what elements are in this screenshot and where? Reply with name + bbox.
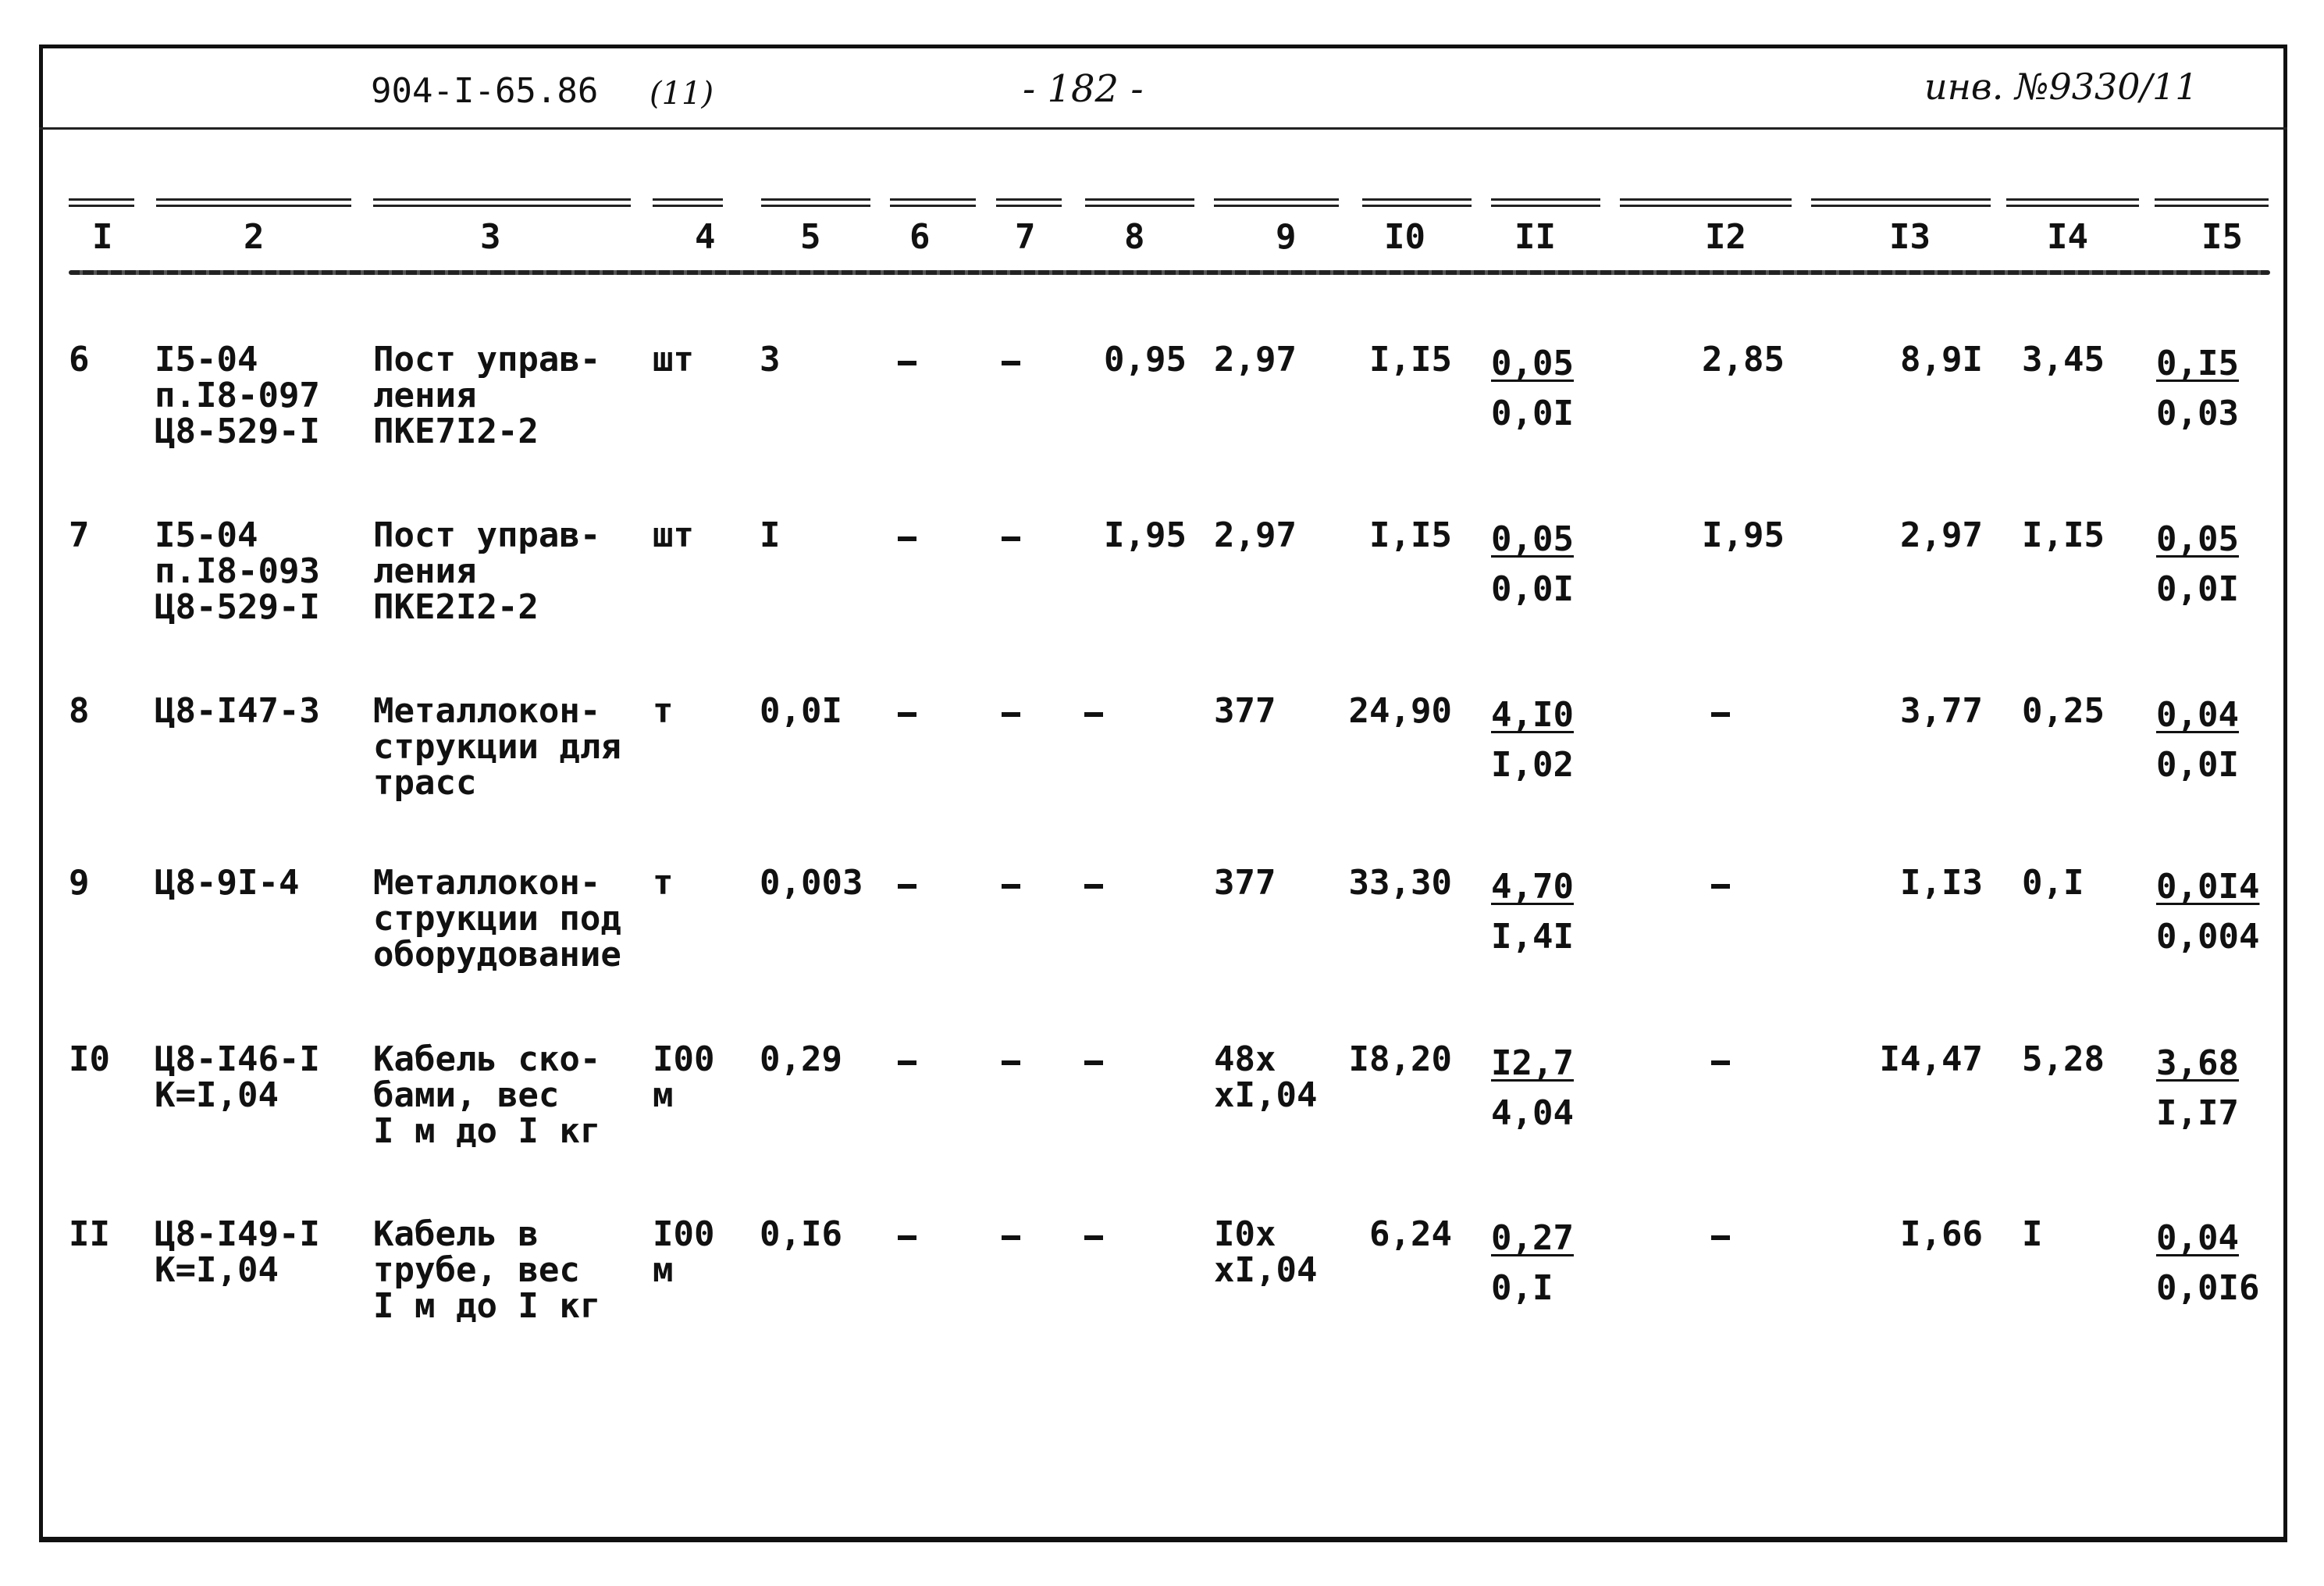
fraction-numerator: 0,05 [1491,344,1574,383]
cell-c10: 24,90 [1348,691,1452,731]
fraction-numerator: 0,27 [1491,1218,1574,1258]
column-rule [1491,198,1600,207]
fraction-denominator: I,02 [1491,745,1574,785]
fraction-denominator: 0,004 [2156,917,2260,957]
cell-num: 7 [69,515,90,555]
dash-c7 [1002,1060,1020,1065]
column-rule [1620,198,1792,207]
page-number: - 182 - [1023,67,1144,111]
column-rule [2155,198,2269,207]
fraction-c11 [1491,695,1574,785]
cell-c9: 48х хI,04 [1214,1039,1318,1115]
fraction-numerator: 0,05 [1491,519,1574,559]
column-rule [1085,198,1194,207]
dash-c6 [898,536,916,541]
cell-qty: 3 [760,340,781,380]
cell-name: Пост управ- ления ПКЕ2I2-2 [373,515,601,627]
column-number: I2 [1705,217,1746,257]
cell-c13: I,66 [1900,1214,1983,1254]
dash-c6 [898,1060,916,1065]
fraction-denominator: 0,I [1491,1268,1553,1308]
cell-qty: 0,29 [760,1039,842,1079]
column-rule [2006,198,2139,207]
column-rule [1811,198,1991,207]
cell-c14: 3,45 [2022,340,2105,380]
inventory-number: инв. №9330/11 [1924,66,2198,108]
column-number: 6 [909,217,931,257]
fraction-denominator: 0,0I [2156,745,2239,785]
cell-c12: I,95 [1702,515,1785,555]
fraction-c11 [1491,1043,1574,1133]
cell-qty: 0,0I [760,691,842,731]
cell-qty: I [760,515,781,555]
cell-c14: I,I5 [2022,515,2105,555]
fraction-denominator: 0,0I [2156,569,2239,609]
cell-num: I0 [69,1039,110,1079]
cell-qty: 0,I6 [760,1214,842,1254]
fraction-c11 [1491,867,1574,957]
dash-c12 [1711,884,1730,889]
dash-c6 [898,361,916,365]
column-number: I3 [1889,217,1931,257]
cell-unit: т [653,863,674,903]
cell-code: Ц8-I49-I К=I,04 [155,1214,320,1290]
cell-c14: 5,28 [2022,1039,2105,1079]
fraction-numerator: 3,68 [2156,1043,2239,1083]
fraction-numerator: I2,7 [1491,1043,1574,1083]
column-number: 7 [1015,217,1036,257]
sheet-number: (11) [650,76,714,112]
column-number: II [1514,217,1556,257]
cell-name: Металлокон- струкции под оборудование [373,863,621,975]
fraction-numerator: 0,I5 [2156,344,2239,383]
cell-num: 9 [69,863,90,903]
dash-c7 [1002,712,1020,717]
column-rule [156,198,351,207]
cell-c13: 8,9I [1900,340,1983,380]
fraction-denominator: I,I7 [2156,1093,2239,1133]
column-header-underline [69,270,2270,275]
column-rule [653,198,723,207]
cell-c13: 2,97 [1900,515,1983,555]
cell-c8: 0,95 [1104,340,1187,380]
column-number: I0 [1384,217,1425,257]
cell-num: II [69,1214,110,1254]
fraction-c15 [2156,344,2239,433]
dash-c8 [1084,884,1103,889]
fraction-denominator: 0,03 [2156,394,2239,433]
column-rule [890,198,976,207]
cell-c9: 2,97 [1214,515,1297,555]
fraction-denominator: 4,04 [1491,1093,1574,1133]
dash-c8 [1084,1235,1103,1240]
dash-c7 [1002,1235,1020,1240]
dash-c6 [898,1235,916,1240]
dash-c8 [1084,712,1103,717]
cell-name: Кабель в трубе, вес I м до I кг [373,1214,601,1326]
fraction-numerator: 4,I0 [1491,695,1574,735]
dash-c6 [898,712,916,717]
cell-qty: 0,003 [760,863,863,903]
column-rule [761,198,870,207]
cell-unit: шт [653,515,694,555]
column-number: I5 [2201,217,2243,257]
cell-code: I5-04 п.I8-097 Ц8-529-I [155,340,320,451]
dash-c8 [1084,1060,1103,1065]
fraction-denominator: 0,0I [1491,569,1574,609]
column-rule [1214,198,1339,207]
fraction-c15 [2156,519,2239,609]
cell-c13: 3,77 [1900,691,1983,731]
cell-c9: 377 [1214,691,1276,731]
column-number: I4 [2047,217,2088,257]
column-rule [373,198,631,207]
cell-name: Металлокон- струкции для трасс [373,691,621,803]
cell-name: Кабель ско- бами, вес I м до I кг [373,1039,601,1151]
cell-c13: I4,47 [1879,1039,1983,1079]
cell-num: 6 [69,340,90,380]
cell-c9: 2,97 [1214,340,1297,380]
fraction-numerator: 4,70 [1491,867,1574,907]
fraction-c11 [1491,344,1574,433]
fraction-numerator: 0,05 [2156,519,2239,559]
cell-unit: шт [653,340,694,380]
cell-c14: 0,25 [2022,691,2105,731]
fraction-c15 [2156,1043,2239,1133]
cell-c10: 6,24 [1369,1214,1452,1254]
cell-code: Ц8-I46-I К=I,04 [155,1039,320,1115]
cell-c10: 33,30 [1348,863,1452,903]
column-rule [1362,198,1472,207]
cell-unit: I00 м [653,1214,715,1290]
cell-unit: т [653,691,674,731]
column-number: 3 [480,217,501,257]
column-rule [996,198,1062,207]
column-number: 4 [695,217,716,257]
fraction-c15 [2156,695,2239,785]
column-number: I [92,217,113,257]
fraction-numerator: 0,04 [2156,1218,2239,1258]
dash-c6 [898,884,916,889]
fraction-denominator: 0,0I [1491,394,1574,433]
dash-c12 [1711,1060,1730,1065]
cell-c10: I,I5 [1369,515,1452,555]
cell-c9: I0х хI,04 [1214,1214,1318,1290]
cell-c9: 377 [1214,863,1276,903]
fraction-denominator: 0,0I6 [2156,1268,2260,1308]
document-code: 904-I-65.86 [371,71,599,111]
cell-c8: I,95 [1104,515,1187,555]
header-divider [39,127,2287,130]
cell-num: 8 [69,691,90,731]
cell-c14: I [2022,1214,2043,1254]
dash-c7 [1002,361,1020,365]
fraction-c15 [2156,867,2260,957]
cell-name: Пост управ- ления ПКЕ7I2-2 [373,340,601,451]
cell-c14: 0,I [2022,863,2084,903]
cell-code: Ц8-I47-3 [155,691,320,731]
column-number: 9 [1276,217,1297,257]
fraction-c11 [1491,519,1574,609]
cell-c13: I,I3 [1900,863,1983,903]
dash-c12 [1711,712,1730,717]
fraction-numerator: 0,0I4 [2156,867,2260,907]
column-number: 2 [244,217,265,257]
cell-c10: I8,20 [1348,1039,1452,1079]
column-number: 8 [1124,217,1145,257]
cell-code: I5-04 п.I8-093 Ц8-529-I [155,515,320,627]
column-rule [69,198,134,207]
fraction-c15 [2156,1218,2260,1308]
cell-c12: 2,85 [1702,340,1785,380]
fraction-c11 [1491,1218,1574,1308]
dash-c12 [1711,1235,1730,1240]
cell-unit: I00 м [653,1039,715,1115]
cell-code: Ц8-9I-4 [155,863,300,903]
fraction-denominator: I,4I [1491,917,1574,957]
cell-c10: I,I5 [1369,340,1452,380]
fraction-numerator: 0,04 [2156,695,2239,735]
dash-c7 [1002,536,1020,541]
column-number: 5 [800,217,821,257]
dash-c7 [1002,884,1020,889]
